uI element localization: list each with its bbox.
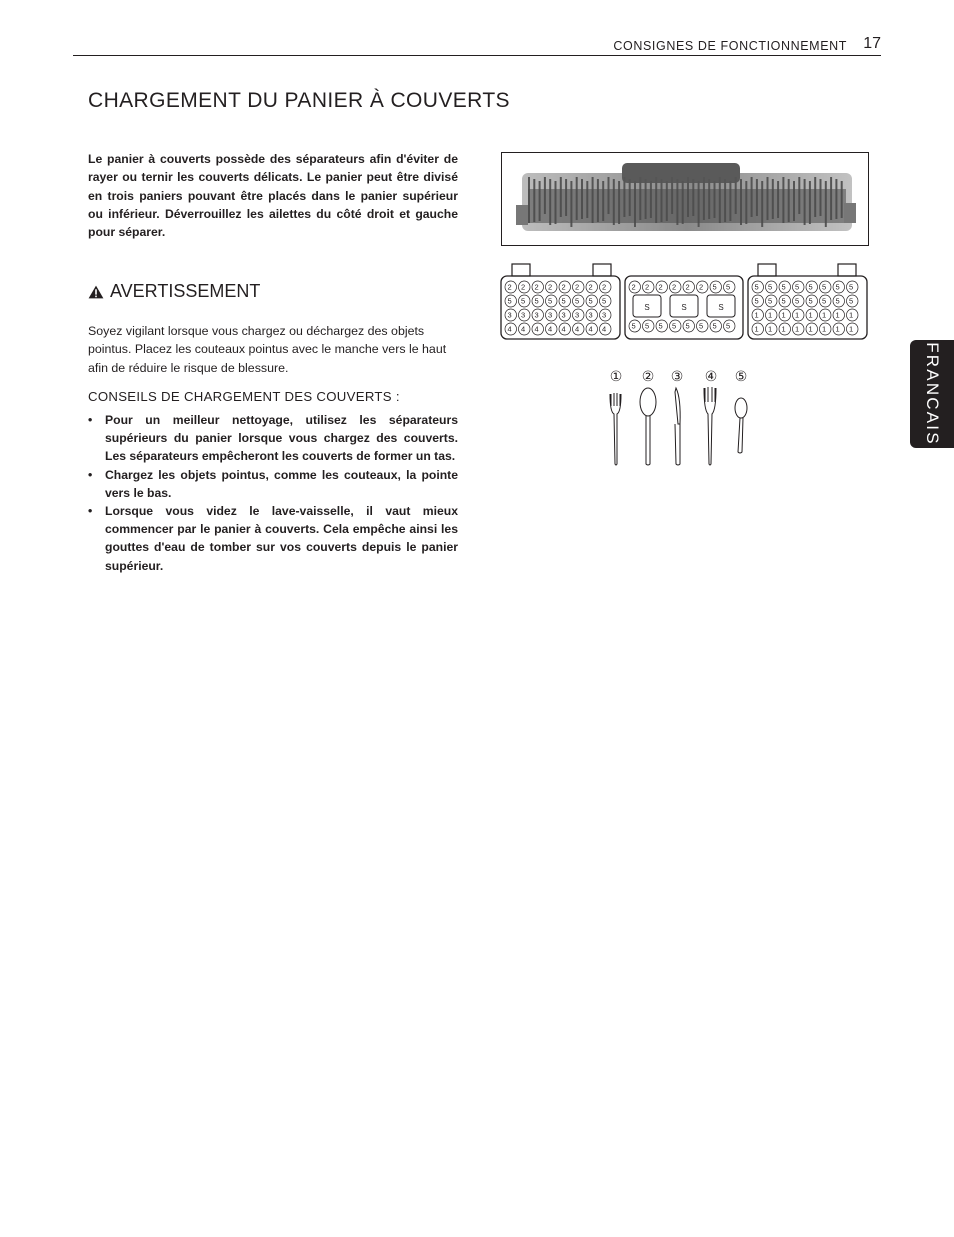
basket-cell-label: 2: [575, 282, 580, 292]
basket-cell-label: 5: [658, 321, 663, 331]
basket-cell-label: 5: [754, 282, 759, 292]
basket-cell-label: 5: [561, 296, 566, 306]
basket-cell-label: 2: [631, 282, 636, 292]
basket-cell-label: 2: [507, 282, 512, 292]
basket-cell-label: 5: [795, 282, 800, 292]
basket-cell-label: 4: [561, 324, 566, 334]
basket-cell-label: 5: [822, 282, 827, 292]
basket-cell-label: 5: [849, 282, 854, 292]
basket-cell-label: 2: [645, 282, 650, 292]
basket-cell-label: 1: [849, 310, 854, 320]
basket-cell-label: 1: [795, 324, 800, 334]
basket-layout-diagram: [500, 262, 870, 342]
basket-cell-label: 2: [561, 282, 566, 292]
basket-cell-label: 2: [658, 282, 663, 292]
tip-item: • Lorsque vous videz le lave-vaisselle, il vaut mieux commencer par le panier à couverts. Cela empêche ainsi les gouttes d'eau de tomber sur vos couverts depuis le panier supérieur.: [88, 502, 458, 575]
basket-photo-illustration: [502, 153, 868, 245]
basket-cell-label: 5: [835, 296, 840, 306]
basket-cell-label: 5: [726, 282, 731, 292]
basket-cell-label: 1: [835, 310, 840, 320]
basket-cell-label: 5: [849, 296, 854, 306]
basket-cell-label: 4: [548, 324, 553, 334]
basket-cell-label: 3: [548, 310, 553, 320]
basket-cell-label: 4: [521, 324, 526, 334]
right-basket: [748, 264, 867, 339]
basket-cell-label: 1: [835, 324, 840, 334]
basket-cell-label: 1: [822, 324, 827, 334]
basket-cell-label: 2: [521, 282, 526, 292]
tablespoon-icon: [640, 388, 656, 465]
header-section-title: CONSIGNES DE FONCTIONNEMENT: [613, 39, 847, 53]
basket-cell-label: 5: [781, 282, 786, 292]
salad-fork-icon: [610, 393, 621, 465]
basket-cell-label: 1: [754, 324, 759, 334]
basket-cell-label: 5: [795, 296, 800, 306]
basket-cell-label: 5: [768, 296, 773, 306]
teaspoon-icon: [735, 398, 747, 453]
basket-cell-label: 3: [561, 310, 566, 320]
warning-icon: [88, 285, 104, 299]
page-number: 17: [863, 35, 881, 52]
basket-cell-label: 1: [768, 310, 773, 320]
basket-cell-label: 3: [534, 310, 539, 320]
basket-cell-label: 5: [645, 321, 650, 331]
basket-cell-label: 5: [575, 296, 580, 306]
basket-cell-label: 1: [768, 324, 773, 334]
basket-cell-label: 5: [521, 296, 526, 306]
basket-cell-label: 5: [507, 296, 512, 306]
basket-cell-label: 5: [726, 321, 731, 331]
language-tab: [910, 340, 954, 448]
tips-heading: CONSEILS DE CHARGEMENT DES COUVERTS :: [88, 389, 400, 404]
basket-cell-label: 4: [575, 324, 580, 334]
tip-item: • Chargez les objets pointus, comme les couteaux, la pointe vers le bas.: [88, 466, 458, 502]
basket-cell-label: 4: [602, 324, 607, 334]
header-rule: [73, 55, 881, 56]
slot-label: S: [681, 303, 687, 312]
basket-cell-label: 1: [781, 324, 786, 334]
basket-cell-label: 1: [754, 310, 759, 320]
cutlery-basket-photo: [501, 152, 869, 246]
basket-cell-label: 2: [534, 282, 539, 292]
basket-cell-label: 5: [712, 321, 717, 331]
slot-label: S: [644, 303, 650, 312]
tips-list: [88, 411, 458, 575]
warning-heading: [88, 281, 260, 302]
utensil-marker-4: ④: [704, 368, 718, 384]
basket-cell-label: 5: [835, 282, 840, 292]
basket-cell-label: 2: [685, 282, 690, 292]
basket-cell-label: 5: [808, 296, 813, 306]
utensil-marker-5: ⑤: [734, 368, 748, 384]
basket-cell-label: 3: [588, 310, 593, 320]
basket-cell-label: 2: [699, 282, 704, 292]
basket-cell-label: 3: [575, 310, 580, 320]
utensil-marker-2: ②: [641, 368, 655, 384]
basket-cell-label: 5: [754, 296, 759, 306]
intro-paragraph: Le panier à couverts possède des séparateurs afin d'éviter de rayer ou ternir les couverts délicats. Le panier peut être divisé en trois paniers pouvant être placés dans le panier supérieur ou inférieur. Déverrouillez les ailettes du côté droit et gauche pour séparer.: [88, 152, 458, 240]
utensil-legend: [598, 364, 758, 470]
basket-cell-label: 1: [781, 310, 786, 320]
dinner-fork-icon: [704, 387, 716, 465]
knife-icon: [675, 388, 680, 465]
basket-cell-label: 3: [521, 310, 526, 320]
basket-cell-label: 5: [672, 321, 677, 331]
basket-cell-label: 5: [548, 296, 553, 306]
basket-cell-label: 5: [808, 282, 813, 292]
basket-cell-label: 5: [768, 282, 773, 292]
middle-basket: [625, 276, 743, 339]
utensil-marker-1: ①: [609, 368, 623, 384]
basket-cell-label: 3: [507, 310, 512, 320]
basket-cell-label: 1: [808, 310, 813, 320]
basket-cell-label: 2: [588, 282, 593, 292]
basket-cell-label: 5: [534, 296, 539, 306]
basket-cell-label: 4: [534, 324, 539, 334]
basket-cell-label: 5: [822, 296, 827, 306]
basket-cell-label: 4: [507, 324, 512, 334]
left-basket: [501, 264, 620, 339]
warning-heading-text: AVERTISSEMENT: [110, 281, 261, 301]
basket-cell-label: 3: [602, 310, 607, 320]
basket-cell-label: 5: [685, 321, 690, 331]
basket-cell-label: 5: [781, 296, 786, 306]
basket-cell-label: 1: [849, 324, 854, 334]
language-tab-label: FRANCAIS: [923, 342, 942, 446]
slot-label: S: [718, 303, 724, 312]
basket-cell-label: 5: [588, 296, 593, 306]
basket-cell-label: 2: [672, 282, 677, 292]
basket-cell-label: 5: [712, 282, 717, 292]
basket-cell-label: 1: [822, 310, 827, 320]
basket-cell-label: 1: [808, 324, 813, 334]
basket-cell-label: 5: [602, 296, 607, 306]
basket-cell-label: 5: [699, 321, 704, 331]
basket-cell-label: 1: [795, 310, 800, 320]
tip-item: • Pour un meilleur nettoyage, utilisez les séparateurs supérieurs du panier lorsque vous chargez des couverts. Les séparateurs empêcheront les couverts de former un tas.: [88, 411, 458, 466]
basket-cell-label: 2: [548, 282, 553, 292]
basket-cell-label: 5: [631, 321, 636, 331]
warning-text: Soyez vigilant lorsque vous chargez ou déchargez des objets pointus. Placez les couteaux pointus avec le manche vers le haut afin de réduire le risque de blessure.: [88, 324, 447, 375]
basket-cell-label: 2: [602, 282, 607, 292]
page-title: CHARGEMENT DU PANIER À COUVERTS: [88, 89, 510, 112]
basket-cell-label: 4: [588, 324, 593, 334]
utensil-marker-3: ③: [670, 368, 684, 384]
